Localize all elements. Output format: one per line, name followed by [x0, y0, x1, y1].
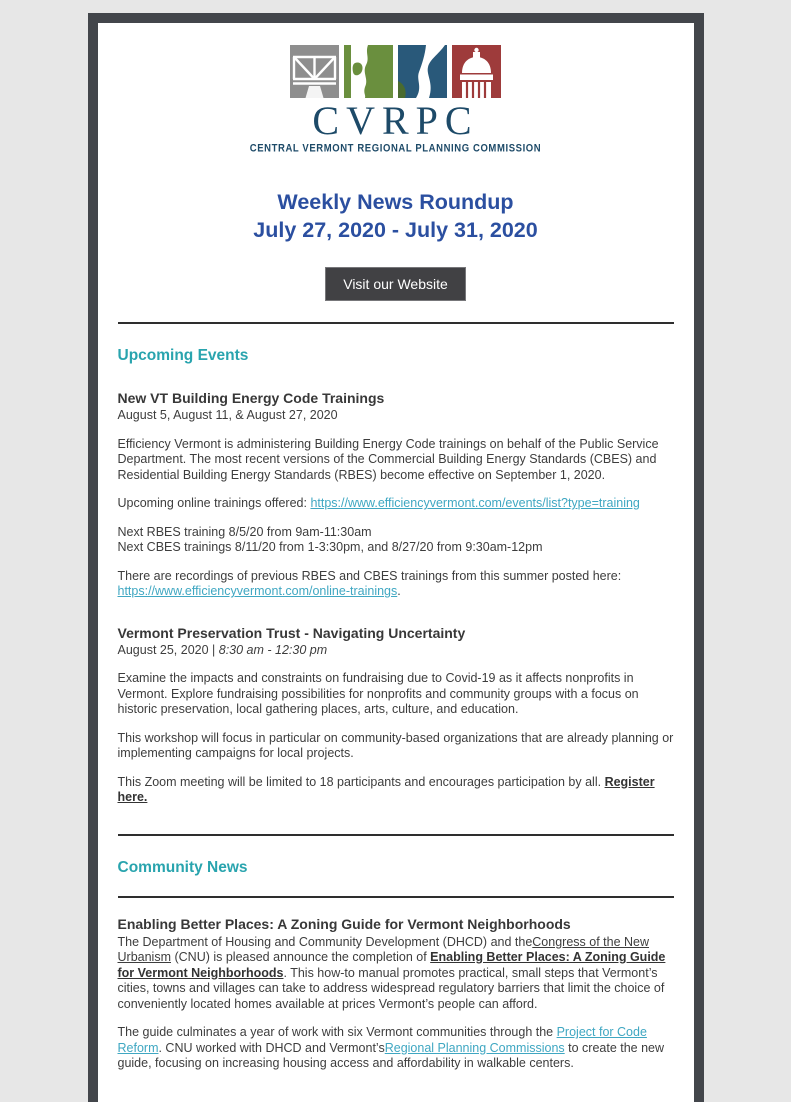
- bridge-icon: [290, 45, 339, 98]
- paragraph: This workshop will focus in particular on community-based organizations that are already planning or implementing campaigns for local projects.: [117, 730, 674, 760]
- capitol-dome-icon: [452, 45, 501, 98]
- guide-title-emphasis: Enabling Better Places: A Zoning Guide for Vermont Neighborhoods: [117, 950, 666, 980]
- section-divider: [118, 322, 674, 324]
- paragraph-text: Next CBES trainings 8/11/20 from 1-3:30pm, and 8/27/20 from 9:30am-12pm: [117, 540, 543, 554]
- paragraph-text: . CNU worked with DHCD and Vermont’s: [158, 1040, 385, 1055]
- paragraph: Examine the impacts and constraints on fundraising due to Covid-19 as it affects nonprofits in Vermont. Explore fundraising possibilities for nonprofits and community groups with a focus on historic preservation, local gathering places, arts, culture, and education.: [117, 671, 639, 716]
- community-news-heading: Community News: [117, 858, 248, 876]
- paragraph: Efficiency Vermont is administering Building Energy Code trainings on behalf of the Public Service Department. The most recent versions of the Commercial Building Energy Standards (CBES) and Residential Building Energy Standards (RBES) become effective on September 1, 2020.: [117, 436, 659, 482]
- paragraph-text: . This how-to manual promotes practical, small steps that Vermont’s cities, towns and villages can take to address widespread regulatory barriers that limit the choice of conveniently located homes available at prices Vermont’s people can afford.: [117, 965, 665, 1011]
- paragraph: [118, 775, 674, 806]
- section-divider: [118, 834, 674, 836]
- newsletter-title: [118, 188, 674, 244]
- trainings-list-link[interactable]: https://www.efficiencyvermont.com/events/list?type=training: [310, 496, 640, 510]
- event-time: 8:30 am - 12:30 pm: [218, 642, 328, 657]
- online-trainings-link[interactable]: https://www.efficiencyvermont.com/online-trainings: [117, 584, 398, 598]
- paragraph-text: to create the new guide, focusing on increasing housing access and affordability in walkable centers.: [117, 1040, 665, 1070]
- event-date: [118, 643, 674, 659]
- event-date-text: August 25, 2020 |: [117, 642, 219, 657]
- visit-website-button[interactable]: Visit our Website: [325, 267, 466, 301]
- logo-tiles: [118, 45, 674, 98]
- paragraph-text: This Zoom meeting will be limited to 18 participants and encourages participation by all.: [117, 774, 605, 789]
- paragraph-text: .: [397, 584, 401, 598]
- upcoming-events-heading: Upcoming Events: [117, 347, 249, 364]
- paragraph: [118, 496, 674, 512]
- vermont-state-icon: [344, 45, 393, 98]
- cvrpc-logo: [118, 45, 674, 155]
- paragraph: [118, 1025, 674, 1072]
- register-here-link[interactable]: Register here.: [117, 774, 655, 804]
- paragraph: [118, 569, 674, 600]
- article-title: Enabling Better Places: A Zoning Guide for Vermont Neighborhoods: [117, 915, 571, 932]
- event-title: Vermont Preservation Trust - Navigating Uncertainty: [117, 624, 466, 641]
- event-title: New VT Building Energy Code Trainings: [117, 390, 385, 406]
- river-icon: [398, 45, 447, 98]
- paragraph: [118, 525, 674, 556]
- cnu-link[interactable]: Congress of the New Urbanism: [117, 934, 650, 964]
- section-divider: [118, 896, 674, 898]
- title-line-2: July 27, 2020 - July 31, 2020: [253, 218, 538, 242]
- paragraph-text: There are recordings of previous RBES and CBES trainings from this summer posted here:: [117, 568, 622, 583]
- regional-planning-commissions-link[interactable]: Regional Planning Commissions: [384, 1040, 565, 1055]
- paragraph-text: Next RBES training 8/5/20 from 9am-11:30am: [117, 524, 372, 539]
- project-for-code-reform-link[interactable]: Project for Code Reform: [117, 1025, 647, 1055]
- paragraph-text: The Department of Housing and Community Development (DHCD) and the: [117, 934, 533, 949]
- newsletter-body: [88, 13, 704, 1102]
- paragraph-text: (CNU) is pleased announce the completion of: [171, 950, 431, 964]
- logo-acronym: CVRPC: [312, 98, 479, 143]
- paragraph-text: The guide culminates a year of work with six Vermont communities through the: [117, 1025, 557, 1039]
- event-date: August 5, August 11, & August 27, 2020: [117, 408, 338, 422]
- logo-tagline: CENTRAL VERMONT REGIONAL PLANNING COMMISSION: [249, 142, 542, 155]
- paragraph-text: Upcoming online trainings offered:: [117, 496, 311, 510]
- paragraph: [118, 935, 674, 1013]
- title-line-1: Weekly News Roundup: [277, 190, 514, 214]
